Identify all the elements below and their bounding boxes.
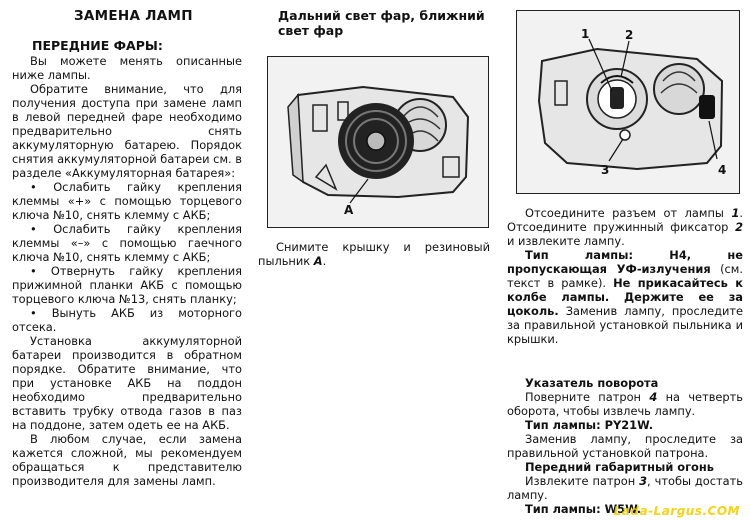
step-clamp-bar: • Отвернуть гайку крепления прижимной планки АКБ с помощью торцевого ключа №13, снять планку; <box>12 264 242 306</box>
headlight-bulb-figure <box>516 10 740 194</box>
cover-caption-ref: A <box>313 254 323 268</box>
turn-signal-type: Тип лампы: PY21W. <box>525 418 654 432</box>
ref-4: 4 <box>649 390 658 404</box>
ref-3: 3 <box>639 474 648 488</box>
figure-label-1: 1 <box>581 27 590 41</box>
column-middle <box>258 0 490 522</box>
step-minus-terminal: • Ослабить гайку крепления клеммы «–» с помощью гаечного ключа №10, снять клемму с АКБ; <box>12 222 242 264</box>
column-left <box>12 0 242 488</box>
side-light-step <box>507 474 743 502</box>
cover-caption-end: . <box>322 254 327 268</box>
turn-signal-section <box>507 376 743 516</box>
turn-step-text-a: Поверните патрон <box>525 390 650 404</box>
turn-signal-step <box>507 390 743 418</box>
paragraph-intro: Вы можете менять описанные ниже лампы. <box>12 54 242 82</box>
side-light-heading: Передний габаритный огонь <box>525 460 714 474</box>
remove-bulb-step <box>507 206 743 248</box>
step-plus-terminal: • Ослабить гайку крепления клеммы «+» с помощью торцевого ключа №10, снять клемму с АКБ; <box>12 180 242 222</box>
after-replace-note: Заменив лампу, проследите за правильной установкой пыльника и крышки. <box>507 304 743 346</box>
paragraph-battery-note: Обратите внимание, что для получения доступа при замене ламп в левой передней фаре необходимо предварительно снять аккумуляторную батарею. Порядок снятия аккумуляторной батареи см. в разделе «Аккумуляторная батарея»: <box>12 82 242 180</box>
bulb-instructions <box>507 206 743 346</box>
headlight-cover-figure <box>267 56 489 228</box>
remove-bulb-text-c: и извлеките лампу. <box>507 234 625 248</box>
do-not-touch-warning: Не прикасайтесь к колбе лампы. Держите ее за цоколь. <box>507 276 743 318</box>
step-remove-battery: • Вынуть АКБ из моторного отсека. <box>12 306 242 334</box>
bulb-type-note <box>507 248 743 346</box>
bulb-type-see-frame: (см. текст в рамке). <box>507 262 743 290</box>
figure-label-3: 3 <box>601 163 610 177</box>
remove-bulb-text-b: . Отсоедините пружинный фиксатор <box>507 206 743 234</box>
remove-bulb-text-a: Отсоедините разъем от лампы <box>525 206 732 220</box>
figure-label-4: 4 <box>718 163 727 177</box>
ref-2: 2 <box>735 220 743 234</box>
turn-signal-heading: Указатель поворота <box>525 376 659 390</box>
figure-label-2: 2 <box>625 28 634 42</box>
headlight-header: Дальний свет фар, ближний свет фар <box>278 8 485 38</box>
side-light-type: Тип лампы: W5W. <box>525 502 642 516</box>
section-title: ЗАМЕНА ЛАМП <box>74 8 193 24</box>
figure-label-a: A <box>344 203 354 217</box>
cover-caption-text: Снимите крышку и резиновый пыльник <box>258 240 490 268</box>
cover-caption <box>258 240 490 268</box>
headlight-cover-drawing <box>268 57 488 227</box>
turn-step-text-b: на четверть оборота, чтобы извлечь лампу. <box>507 390 743 418</box>
turn-signal-after: Заменив лампу, проследите за правильной установкой патрона. <box>507 432 743 460</box>
side-step-text-a: Извлеките патрон <box>525 474 640 488</box>
side-step-text-b: , чтобы достать лампу. <box>507 474 743 502</box>
ref-1: 1 <box>731 206 740 220</box>
paragraph-recommendation: В любом случае, если замена кажется сложной, мы рекомендуем обращаться к представителю производителя для замены ламп. <box>12 432 242 488</box>
paragraph-installation: Установка аккумуляторной батареи производится в обратном порядке. Обратите внимание, что при установке АКБ на поддон необходимо предварительно вставить трубку отвода газов в паз на поддоне, затем одеть ее на АКБ. <box>12 334 242 432</box>
site-watermark: Lada-Largus.COM <box>613 504 740 518</box>
subsection-title: ПЕРЕДНИЕ ФАРЫ: <box>32 38 163 53</box>
column-right <box>507 0 743 522</box>
bulb-type-h4: Тип лампы: H4, не пропускающая УФ-излучения <box>507 248 743 276</box>
